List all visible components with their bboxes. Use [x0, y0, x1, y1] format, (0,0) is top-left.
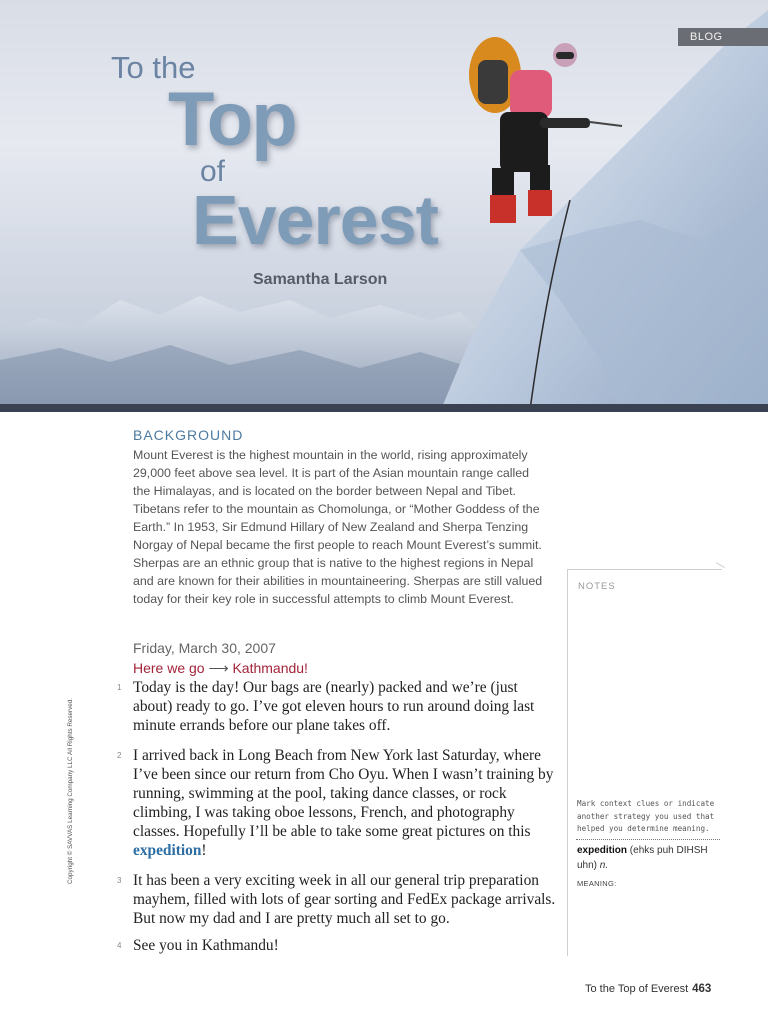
background-body: Mount Everest is the highest mountain in the world, rising approximately 29,000 feet above sea level. It is part of the Asian mountain range called the Himalayas, and is located on the border between Nepal and Tibet. Tibetans refer to the mountain as Chomolunga, or “Mother Goddess of the Earth.” In 1953, Sir Edmund Hillary of New Zealand and Sherpa Tenzing Norgay of Nepal became the first people to reach Mount Everest’s summit. Sherpas are an ethnic group that is native to the highest regions in Nepal and are known for their abilities in mountaineering. Sherpas are still valued today for their key role in successful attempts to climb Mount Everest. [133, 448, 543, 606]
paragraph-number: 4 [117, 941, 122, 950]
title-everest: Everest [192, 181, 438, 259]
author-name: Samantha Larson [253, 271, 388, 288]
paragraph-2-end: ! [201, 842, 207, 859]
vocab-pronunciation: (ehks puh DIHSH uhn) [577, 845, 708, 871]
notes-hint: Mark context clues or indicate another strategy you used that helped you determine meaning. [577, 799, 715, 833]
page-number: 463 [692, 983, 712, 995]
paragraph-2 [133, 746, 558, 860]
meaning-label: MEANING: [577, 879, 617, 888]
entry-date: Friday, March 30, 2007 [133, 640, 276, 656]
title-to-the: To the [111, 50, 196, 85]
entry-title-end: Kathmandu! [232, 660, 308, 676]
hero-bottom-band [0, 404, 768, 412]
vocab-definition [577, 843, 721, 873]
notes-label: NOTES [578, 581, 616, 592]
paragraph-3: It has been a very exciting week in all our general trip preparation mayhem, filled with lots of gear sorting and FedEx package arrivals. But now my dad and I are pretty much all set to go. [133, 872, 556, 927]
paragraph-number: 1 [117, 683, 122, 692]
paragraph-4: See you in Kathmandu! [133, 937, 279, 954]
paragraph-number: 3 [117, 876, 122, 885]
title-of: of [200, 155, 226, 188]
entry-title [133, 660, 308, 677]
blog-tag: BLOG [678, 28, 768, 46]
notes-box[interactable] [567, 569, 722, 956]
page-footer [585, 983, 711, 995]
paragraph-number: 2 [117, 751, 122, 760]
paragraph-2-text: I arrived back in Long Beach from New York last Saturday, where I’ve been since our return from Cho Oyu. When I wasn’t training by running, swimming at the pool, taking dance classes, or rock climbing, I was taking oboe lessons, French, and photography classes. Hopefully I’ll be able to take some great pictures on this [133, 747, 554, 840]
vocab-part-of-speech: n. [599, 860, 609, 871]
copyright-notice: Copyright © SAVVAS Learning Company LLC All Rights Reserved. [67, 697, 74, 884]
arrow-icon: ⟶ [208, 660, 229, 676]
notes-divider [576, 839, 720, 840]
background-heading: BACKGROUND [133, 427, 244, 443]
vocab-term: expedition [577, 845, 628, 856]
entry-title-start: Here we go [133, 660, 205, 676]
paragraph-1: Today is the day! Our bags are (nearly) packed and we’re (just about) ready to go. I’ve got eleven hours to run around doing last minute errands before our plane takes off. [133, 679, 535, 734]
footer-title: To the Top of Everest [585, 983, 689, 995]
vocab-word-expedition[interactable]: expedition [133, 842, 202, 859]
title-top: Top [168, 77, 296, 162]
